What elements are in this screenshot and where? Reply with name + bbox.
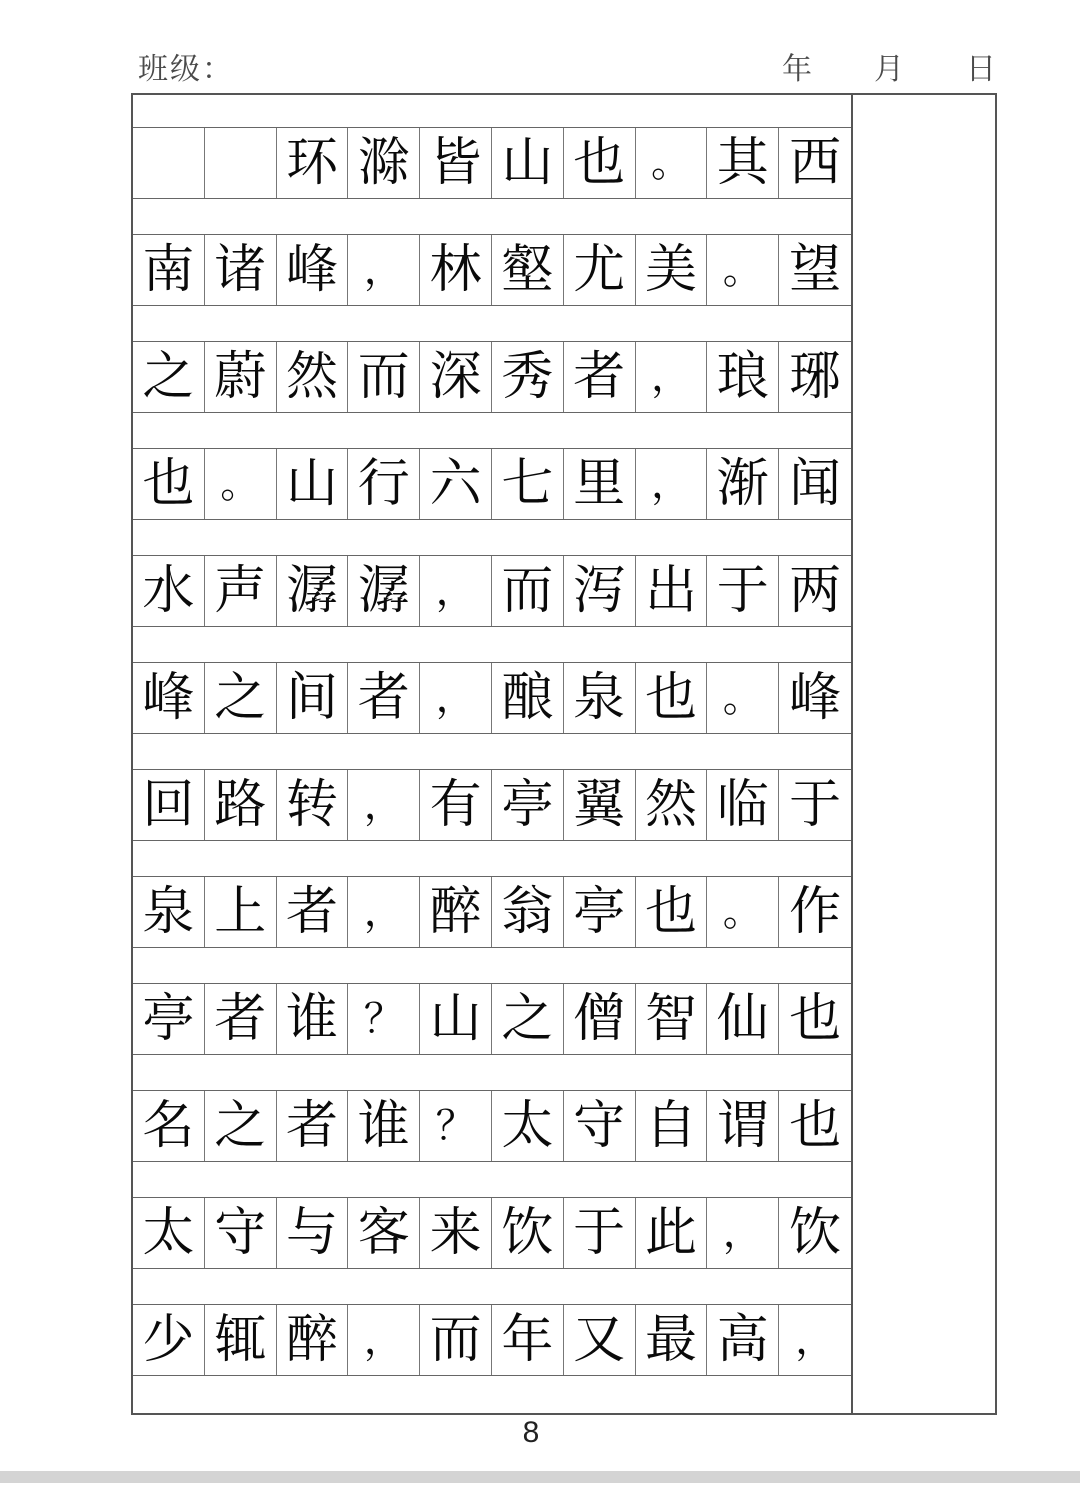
grid-cell: 者 [564,342,636,412]
grid-cell: 之 [205,663,277,733]
grid-cell: 也 [133,449,205,519]
margin-column-divider [851,95,853,1413]
grid-cell: 间 [277,663,349,733]
grid-cell: ？ [420,1091,492,1161]
grid-cell: ， [795,1317,836,1363]
grid-cell: ， [348,235,420,305]
grid-row [133,234,851,306]
grid-cell: 也 [636,663,708,733]
grid-cell: 自 [636,1091,708,1161]
grid-cell: 其 [707,128,779,198]
grid-cell: 者 [277,1091,349,1161]
grid-cell [205,128,277,198]
grid-cell: 醉 [277,1305,349,1375]
grid-cell: ， [348,877,420,947]
grid-cell: 高 [707,1305,779,1375]
grid-cell: 诸 [205,235,277,305]
grid-cell: 而 [420,1305,492,1375]
grid-cell: 山 [420,984,492,1054]
grid-cell: 亭 [492,770,564,840]
writing-grid [131,93,997,1415]
grid-cell: 滁 [348,128,420,198]
grid-cell: 泉 [564,663,636,733]
grid-cell: 环 [277,128,349,198]
grid-cell: 六 [420,449,492,519]
grid-cell: 之 [133,342,205,412]
grid-cell: 也 [789,989,842,1049]
grid-cell: 年 [492,1305,564,1375]
grid-cell: 少 [133,1305,205,1375]
grid-cell: 者 [277,877,349,947]
grid-cell: 饮 [789,1203,842,1263]
grid-cell: 于 [564,1198,636,1268]
grid-cell: 。 [636,128,708,198]
grid-cell: 山 [492,128,564,198]
grid-cell: 最 [636,1305,708,1375]
grid-cell: 声 [205,556,277,626]
grid-cell: 峰 [133,663,205,733]
grid-cell: 水 [133,556,205,626]
grid-cell: 仙 [707,984,779,1054]
grid-cell: 琊 [789,347,842,407]
grid-cell: 太 [133,1198,205,1268]
grid-cell: 望 [789,240,842,300]
grid-cell: 谁 [277,984,349,1054]
grid-cell: 壑 [492,235,564,305]
grid-cell: 峰 [789,668,842,728]
grid-cell: 也 [564,128,636,198]
grid-cell: 出 [636,556,708,626]
grid-cell: 转 [277,770,349,840]
grid-cell: 蔚 [205,342,277,412]
grid-cell: 名 [133,1091,205,1161]
grid-row [133,983,851,1055]
grid-cell: 守 [564,1091,636,1161]
grid-cell: 林 [420,235,492,305]
grid-cell: 深 [420,342,492,412]
page-number: 8 [522,1416,540,1449]
class-label: 班级： [138,52,234,87]
grid-cell: 亭 [564,877,636,947]
grid-cell: 尤 [564,235,636,305]
grid-cell: 与 [277,1198,349,1268]
grid-cell: 闻 [789,454,842,514]
grid-row [133,769,851,841]
grid-cell: 上 [205,877,277,947]
grid-cell: ， [420,556,492,626]
grid-cell: ， [420,663,492,733]
grid-cell: 泉 [133,877,205,947]
grid-cell: 者 [348,663,420,733]
grid-cell: 山 [277,449,349,519]
grid-cell: 而 [492,556,564,626]
grid-cell: 醉 [420,877,492,947]
grid-cell: 于 [789,775,842,835]
grid-cell: 秀 [492,342,564,412]
grid-cell: 之 [205,1091,277,1161]
grid-cell: 。 [205,449,277,519]
grid-cell: 者 [205,984,277,1054]
grid-cell: 谓 [707,1091,779,1161]
grid-cell: 太 [492,1091,564,1161]
grid-cell: 渐 [707,449,779,519]
grid-cell: 智 [636,984,708,1054]
grid-cell: 潺 [277,556,349,626]
grid-row [133,1090,851,1162]
grid-cell: 有 [420,770,492,840]
grid-cell: ， [348,1305,420,1375]
grid-cell: 翼 [564,770,636,840]
grid-cell: 之 [492,984,564,1054]
grid-cell: 美 [636,235,708,305]
grid-cell: 辄 [205,1305,277,1375]
grid-cell: ？ [348,984,420,1054]
grid-cell: ， [348,770,420,840]
grid-row [133,341,851,413]
grid-cell: 守 [205,1198,277,1268]
grid-cell: 。 [707,235,779,305]
grid-cell: 路 [205,770,277,840]
grid-row [133,1304,851,1376]
grid-cell: 也 [789,1096,842,1156]
date-day-label: 日 [966,52,996,87]
grid-cell: ， [636,342,708,412]
date-month-label: 月 [874,52,904,87]
grid-cell: 临 [707,770,779,840]
grid-cell: 翁 [492,877,564,947]
grid-cell: 泻 [564,556,636,626]
grid-cell: 峰 [277,235,349,305]
grid-cell: 谁 [348,1091,420,1161]
grid-cell: 然 [277,342,349,412]
grid-cell [133,128,205,198]
grid-row [133,662,851,734]
grid-cell: 来 [420,1198,492,1268]
grid-cell: 又 [564,1305,636,1375]
grid-cell: 南 [133,235,205,305]
grid-cell: 也 [636,877,708,947]
grid-cell: 僧 [564,984,636,1054]
bottom-edge-bar [0,1471,1080,1483]
grid-cell: 琅 [707,342,779,412]
grid-cell: ， [636,449,708,519]
grid-cell: 皆 [420,128,492,198]
grid-cell: 西 [789,133,842,193]
grid-cell: 作 [789,882,842,942]
grid-cell: 而 [348,342,420,412]
grid-cell: 七 [492,449,564,519]
grid-cell: 回 [133,770,205,840]
grid-cell: 客 [348,1198,420,1268]
date-year-label: 年 [782,52,812,87]
grid-cell: 。 [707,663,779,733]
grid-cell: 亭 [133,984,205,1054]
grid-row [133,1197,851,1269]
grid-row [133,127,851,199]
grid-cell: 此 [636,1198,708,1268]
grid-cell: 行 [348,449,420,519]
grid-cell: ， [707,1198,779,1268]
grid-cell: 潺 [348,556,420,626]
grid-cell: 然 [636,770,708,840]
grid-cell: 于 [707,556,779,626]
grid-row [133,555,851,627]
grid-cell: 里 [564,449,636,519]
grid-cell: 两 [789,561,842,621]
grid-cell: 饮 [492,1198,564,1268]
grid-row [133,448,851,520]
grid-cell: 酿 [492,663,564,733]
grid-cell: 。 [707,877,779,947]
grid-row [133,876,851,948]
